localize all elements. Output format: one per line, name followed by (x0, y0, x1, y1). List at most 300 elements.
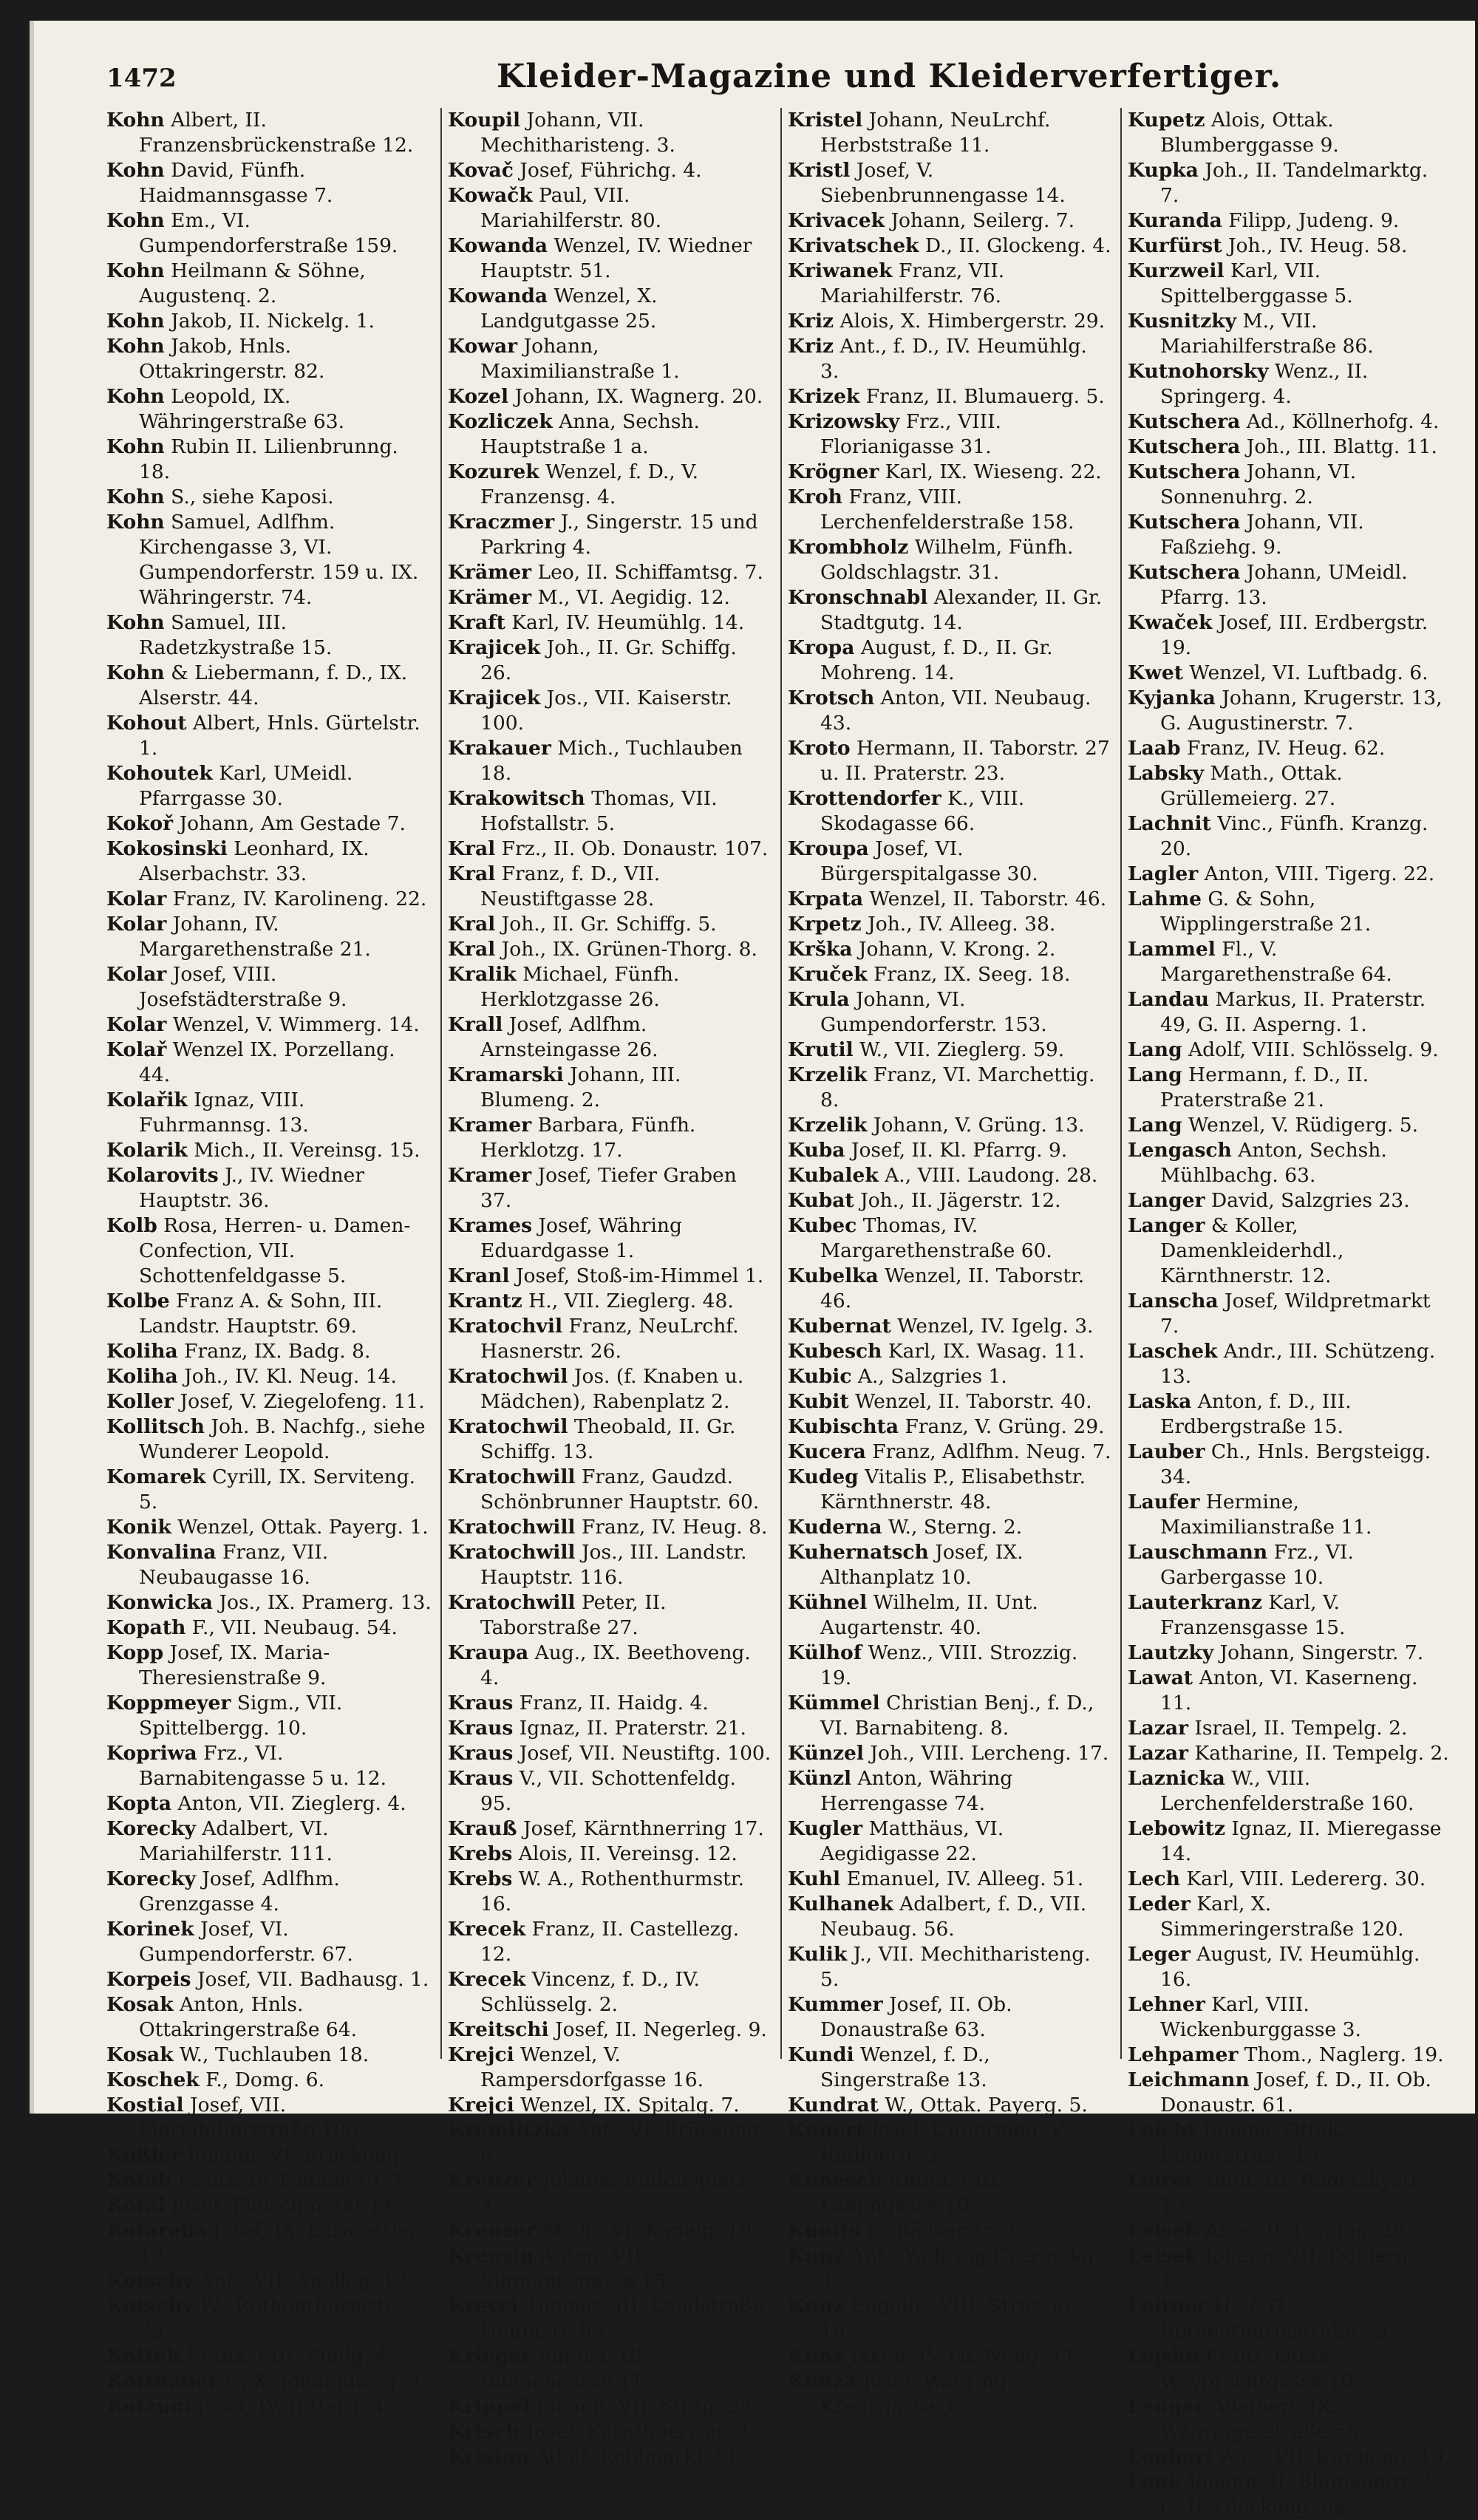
entry-surname: Kopath (106, 1616, 186, 1639)
directory-entry (1128, 208, 1451, 234)
entry-details: Josef, IX. Lazaretthg. 12. (139, 2219, 423, 2267)
directory-entry (788, 2344, 1111, 2369)
entry-details: Wenzel, V. Rüdigerg. 5. (1188, 1114, 1419, 1137)
entry-surname: Kremlitzka (448, 2119, 570, 2142)
directory-entry (448, 686, 772, 736)
entry-details: Johann, VII. Döblerg. 12. (1160, 2244, 1414, 2292)
directory-column-2 (448, 108, 772, 2468)
entry-surname: Kugler (788, 1817, 863, 1840)
entry-details: H., VII. Zieglerg. 48. (528, 1290, 734, 1312)
entry-surname: Kral (448, 913, 496, 936)
entry-details: Josef, Adlfhm. Grenzgasse 4. (139, 1867, 340, 1915)
directory-entry (448, 2244, 772, 2294)
entry-details: Anton, Währing Herrengasse 74. (820, 1767, 1013, 1815)
entry-surname: Kutschera (1128, 460, 1241, 483)
entry-surname: Kristan (448, 2445, 530, 2468)
page-number: 1472 (106, 64, 177, 93)
directory-entry (1128, 862, 1451, 887)
entry-details: Josef, VI. Gumpendorferstr. 67. (139, 1918, 353, 1966)
entry-surname: Kosak (106, 1993, 174, 2016)
directory-entry (788, 2168, 1111, 2218)
entry-surname: Kral (448, 938, 496, 961)
column-divider (780, 108, 782, 2059)
entry-details: Rubin II. Lilienbrunng. 18. (139, 435, 398, 483)
entry-details: Christian Benj., f. D., VI. Barnabiteng. 8. (820, 1692, 1094, 1740)
entry-surname: Krivatschek (788, 234, 919, 257)
entry-surname: Koller (106, 1390, 174, 1413)
entry-surname: Kolařik (106, 1089, 188, 1111)
directory-entry (788, 1188, 1111, 1213)
directory-entry (106, 1339, 432, 1364)
entry-details: Adalbert, VI. Mariahilferstr. 111. (139, 1817, 333, 1865)
directory-entry (788, 485, 1111, 535)
page-title: Kleider-Magazine und Kleiderverfertiger. (497, 58, 1282, 95)
entry-surname: Krivacek (788, 209, 885, 232)
entry-surname: Kraus (448, 1717, 514, 1740)
entry-surname: Leitner (1128, 2295, 1208, 2318)
entry-surname: Lang (1128, 1038, 1182, 1061)
entry-details: Andr., III. Schützeng. 13. (1160, 1340, 1436, 1388)
entry-details: F., Bäckerstr. 3. (866, 2219, 1022, 2242)
directory-entry (106, 1816, 432, 1867)
entry-surname: Kokoř (106, 812, 174, 835)
directory-entry (106, 912, 432, 962)
entry-details: Franz, VIII. Pfeilg. 4. (186, 2345, 395, 2368)
directory-entry (1128, 1339, 1451, 1389)
entry-details: Franz, VIII. Lerchenfelderstraße 158. (820, 486, 1075, 534)
entry-details: Josef, Währing Eduardgasse 1. (480, 1214, 682, 1262)
entry-surname: Krizek (788, 385, 860, 408)
entry-surname: Lehner (1128, 1993, 1205, 2016)
entry-surname: Koßler (106, 2144, 182, 2167)
directory-entry (788, 234, 1111, 259)
entry-surname: Kranl (448, 1264, 510, 1287)
directory-entry (788, 1942, 1111, 1992)
entry-surname: Krakowitsch (448, 787, 585, 810)
entry-surname: Krieger (448, 2345, 532, 2368)
entry-details: David, Salzgries 23. (1210, 1189, 1410, 1212)
entry-details: Michael, Fünfh. Herklotzgasse 26. (480, 963, 680, 1011)
directory-entry (448, 409, 772, 460)
directory-entry (448, 1012, 772, 1063)
entry-surname: Lautzky (1128, 1641, 1214, 1664)
entry-details: S., siehe Kaposi. (171, 486, 334, 508)
entry-surname: Künzel (788, 1742, 864, 1765)
entry-surname: Krpetz (788, 913, 862, 936)
directory-column-4 (1128, 108, 1451, 2519)
entry-surname: Lengasch (1128, 1139, 1232, 1162)
directory-entry (1128, 108, 1451, 158)
entry-details: Anton, VI. Kaserneng. 11. (1160, 1666, 1418, 1714)
entry-details: Katharine, II. Tempelg. 2. (1194, 1742, 1449, 1765)
directory-entry (788, 309, 1111, 334)
directory-entry (106, 1741, 432, 1791)
entry-surname: Kratochwill (448, 1541, 576, 1564)
directory-entry (106, 2294, 432, 2344)
entry-surname: Kreuzer (448, 2219, 536, 2242)
directory-entry (106, 2369, 432, 2394)
entry-details: Franz, NeuLrchf. Hasnerstr. 26. (480, 1315, 739, 1363)
entry-surname: Krecek (448, 1918, 526, 1941)
entry-details: Franz, Gaudzd. Schönbrunner Hauptstr. 60. (480, 1465, 760, 1513)
entry-surname: Kubelka (788, 1264, 879, 1287)
entry-surname: Kohn (106, 159, 165, 182)
directory-entry (788, 158, 1111, 208)
entry-details: Wenzel, II. Taborstr. 46. (820, 1264, 1085, 1312)
entry-surname: Kuranda (1128, 209, 1222, 232)
directory-entry (788, 1465, 1111, 1515)
directory-entry (1128, 2344, 1451, 2394)
entry-surname: Lauber (1128, 1440, 1205, 1463)
directory-entry (788, 1038, 1111, 1063)
entry-surname: Krotsch (788, 687, 875, 709)
entry-surname: Kowar (448, 335, 518, 358)
entry-details: F., X. Johanniterg. 4. (224, 2370, 428, 2393)
entry-details: Franz, VII. Mariahilferstr. 76. (820, 259, 1005, 307)
entry-surname: Kühnel (788, 1591, 868, 1614)
directory-entry (106, 837, 432, 887)
entry-details: Emanuel, IV. Alleeg. 51. (846, 1867, 1084, 1890)
entry-details: Karl, IX. Wieseng. 22. (885, 460, 1102, 483)
directory-entry (788, 259, 1111, 309)
entry-details: Franz, VI. Marchettig. 8. (820, 1063, 1095, 1111)
entry-details: J., Singerstr. 15 und Parkring 4. (480, 511, 758, 559)
directory-entry (106, 1289, 432, 1339)
entry-details: Josef, VII. Mariahilferstraße 100. (139, 2094, 365, 2142)
entry-surname: Kowanda (448, 234, 548, 257)
directory-entry (1128, 510, 1451, 560)
directory-entry (788, 1138, 1111, 1163)
directory-column-3 (788, 108, 1111, 2418)
entry-surname: Lenhart (1128, 2445, 1215, 2468)
directory-entry (106, 962, 432, 1012)
entry-details: Frz., VI. Barnabitengasse 5 u. 12. (139, 1742, 387, 1790)
directory-entry (788, 937, 1111, 962)
directory-entry (788, 2294, 1111, 2344)
directory-entry (1128, 1440, 1451, 1490)
directory-entry (106, 1213, 432, 1289)
entry-surname: Kozel (448, 385, 509, 408)
entry-surname: Lachnit (1128, 812, 1211, 835)
entry-surname: Langer (1128, 1214, 1205, 1237)
directory-entry (788, 1314, 1111, 1339)
entry-surname: Lauterkranz (1128, 1591, 1262, 1614)
entry-surname: Kutnohorsky (1128, 360, 1269, 383)
directory-entry (106, 1163, 432, 1213)
entry-details: Josef, IX. Althanplatz 10. (820, 1541, 1024, 1589)
entry-surname: Kolar (106, 913, 167, 936)
entry-details: W., Sterng. 2. (888, 1516, 1023, 1539)
entry-details: G. & Sohn, Wipplingerstraße 21. (1160, 888, 1372, 936)
entry-details: Johann, Rudolfsplatz 4. (480, 2169, 748, 2217)
entry-details: Leopold, IX. Währingerstraße 63. (139, 385, 344, 433)
entry-surname: Kunz (788, 2295, 845, 2318)
entry-details: W., Tuchlauben 18. (180, 2043, 370, 2066)
entry-details: Joh., III. Blattg. 11. (1246, 435, 1437, 458)
directory-entry (106, 2218, 432, 2269)
entry-surname: Krajicek (448, 636, 541, 659)
directory-entry (448, 1741, 772, 1766)
entry-details: Alois, II. Lampig. 25. (1205, 2219, 1412, 2242)
directory-entry (788, 837, 1111, 887)
entry-details: Barbara, Fünfh. Herklotzg. 17. (480, 1114, 696, 1162)
directory-entry (1128, 736, 1451, 761)
entry-surname: Kowačk (448, 184, 533, 207)
entry-details: Jakob, Hnls. Ottakringerstr. 82. (139, 335, 325, 383)
entry-surname: Lang (1128, 1063, 1182, 1086)
page-header (106, 43, 1451, 102)
entry-surname: Kottnauer (106, 2370, 219, 2393)
entry-details: Johann, VI. Sonnenuhrg. 2. (1160, 460, 1357, 508)
entry-surname: Koupil (448, 109, 521, 132)
directory-entry (106, 1389, 432, 1414)
entry-surname: Koliha (106, 1365, 178, 1388)
entry-details: & Liebermann, f. D., IX. Alserstr. 44. (139, 661, 408, 709)
entry-details: Mich., II. Vereinsg. 15. (194, 1139, 420, 1162)
directory-entry (1128, 887, 1451, 937)
directory-entry (788, 2218, 1111, 2244)
entry-surname: Krajicek (448, 687, 541, 709)
entry-surname: Leisek (1128, 2244, 1199, 2267)
entry-surname: Kratochwil (448, 1415, 568, 1438)
entry-details: W., VII. Zieglerg. 59. (859, 1038, 1065, 1061)
entry-details: Wilhelm, Fünfh. Goldschlagstr. 31. (820, 536, 1074, 584)
directory-entry (106, 2344, 432, 2369)
entry-details: Jos., IX. Pramerg. 13. (219, 1591, 432, 1614)
directory-entry (788, 1389, 1111, 1414)
entry-details: F., VII. Neubaug. 54. (191, 1616, 398, 1639)
directory-entry (448, 1967, 772, 2017)
entry-surname: Krpata (788, 888, 864, 910)
entry-surname: Kolbe (106, 1290, 170, 1312)
directory-entry (448, 2168, 772, 2218)
directory-entry (448, 636, 772, 686)
directory-entry (448, 912, 772, 937)
entry-details: Wenzel, VI. Luftbadg. 6. (1189, 661, 1428, 684)
entry-surname: Kraft (448, 611, 505, 634)
directory-entry (1128, 435, 1451, 460)
entry-surname: Kratochwil (448, 1365, 568, 1388)
entry-details: Joh., IV. Alleeg. 38. (868, 913, 1056, 936)
directory-entry (1128, 987, 1451, 1038)
directory-entry (1128, 1540, 1451, 1590)
entry-details: Anton, VII. Zieglerg. 4. (177, 1792, 406, 1815)
entry-surname: Kramer (448, 1114, 532, 1137)
entry-details: D., II. Glockeng. 4. (924, 234, 1111, 257)
directory-entry (106, 1465, 432, 1515)
entry-details: Johann, VII. Faßziehg. 9. (1160, 511, 1364, 559)
entry-details: Joh. B. Nachfg., siehe Wunderer Leopold. (139, 1415, 426, 1463)
directory-entry (448, 1867, 772, 1917)
directory-entry (448, 334, 772, 384)
directory-entry (448, 2043, 772, 2093)
entry-surname: Kraupa (448, 1641, 529, 1664)
entry-details: Franz, II. Blumauerg. 5. (865, 385, 1105, 408)
column-divider (440, 108, 442, 2059)
entry-surname: Kral (448, 862, 496, 885)
entry-details: A., Salzgries 1. (857, 1365, 1007, 1388)
directory-entry (1128, 1113, 1451, 1138)
entry-details: Mich., VI. Kanalg. 10. (542, 2219, 758, 2242)
entry-details: Vinc., Fünfh. Kranzg. 20. (1160, 812, 1428, 860)
entry-details: Anton, VII. Neubaug. 43. (820, 687, 1092, 735)
entry-surname: Kohn (106, 310, 165, 333)
directory-entry (788, 409, 1111, 460)
entry-details: Franz, f. D., VII. Neustiftgasse 28. (480, 862, 661, 910)
entry-details: Paul, VII. Mariahilferstr. 80. (480, 184, 662, 232)
entry-details: Josef, VII. Badhausg. 1. (197, 1968, 429, 1991)
entry-details: Josef, Kärnthnerring 2. (525, 2420, 755, 2443)
directory-entry (448, 837, 772, 862)
entry-details: Franz, IX. Seeg. 18. (873, 963, 1071, 986)
entry-details: Franz, IV. Paulanerg. 1. (177, 2169, 411, 2192)
directory-entry (448, 460, 772, 510)
directory-entry (448, 585, 772, 610)
directory-entry (788, 535, 1111, 585)
directory-entry (1128, 811, 1451, 862)
entry-details: J., IV. Wiedner Hauptstr. 36. (139, 1164, 365, 1212)
entry-surname: Lech (1128, 1867, 1180, 1890)
directory-entry (106, 510, 432, 610)
directory-entry (1128, 1741, 1451, 1766)
directory-entry (1128, 1716, 1451, 1741)
entry-details: Wenzel, V. Wimmerg. 14. (172, 1013, 420, 1036)
entry-details: Wenz., II. Springerg. 4. (1160, 360, 1369, 408)
entry-details: Josef, II. Negerleg. 9. (555, 2018, 767, 2041)
entry-details: Johann, Krugerstr. 13, G. Augustinerstr. 7. (1160, 687, 1443, 735)
entry-surname: Korecky (106, 1867, 196, 1890)
entry-surname: Kundrat (788, 2094, 879, 2117)
entry-details: Alois, Ottak. Blumberggasse 9. (1160, 109, 1339, 157)
entry-surname: Kopp (106, 1641, 164, 1664)
entry-details: Adolf, VIII. Schlösselg. 9. (1188, 1038, 1439, 1061)
entry-details: W., Rothenthurmstr. 25. (139, 2295, 399, 2343)
entry-details: Wenzel, f. D., V. Franzensg. 4. (480, 460, 699, 508)
entry-details: Anton, Hnls. Ottakringerstraße 64. (139, 1993, 358, 2041)
directory-entry (1128, 1188, 1451, 1213)
directory-entry (106, 208, 432, 259)
entry-surname: Krakauer (448, 737, 551, 760)
entry-details: Johann, Am Gestade 7. (179, 812, 406, 835)
entry-details: Vincenz, f. D., IV. Schlüsselg. 2. (480, 1968, 700, 2016)
directory-entry (1128, 234, 1451, 259)
column-divider (1120, 108, 1122, 2059)
directory-entry (106, 2168, 432, 2193)
directory-entry (788, 108, 1111, 158)
entry-details: Thomas, VII. Hofstallstr. 5. (480, 787, 718, 835)
entry-surname: Kollitsch (106, 1415, 205, 1438)
entry-details: & Koller, Damenkleiderhdl., Kärnthnerstr. 12. (1160, 1214, 1344, 1287)
entry-surname: Kriz (788, 335, 834, 358)
entry-surname: Kowanda (448, 285, 548, 307)
entry-surname: Kohn (106, 259, 165, 282)
directory-entry (788, 2118, 1111, 2168)
directory-entry (788, 786, 1111, 837)
entry-surname: Koschek (106, 2068, 200, 2091)
entry-details: Franz, VII. Neubaugasse 16. (139, 1541, 329, 1589)
directory-entry (448, 1364, 772, 1414)
entry-surname: Kroh (788, 486, 842, 508)
directory-entry (448, 1515, 772, 1540)
entry-surname: Kuba (788, 1139, 845, 1162)
entry-details: Jos., III. Landstr. Hauptstr. 116. (480, 1541, 747, 1589)
directory-entry (106, 2394, 432, 2419)
entry-details: David, Fünfh. Haidmannsgasse 7. (139, 159, 333, 207)
entry-surname: Koliha (106, 1340, 178, 1363)
directory-entry (448, 736, 772, 786)
entry-details: Josef, III. Erdbergstr. 19. (1160, 611, 1428, 659)
entry-details: Josef, II. Ob. Donaustraße 63. (820, 1993, 1012, 2041)
directory-entry (1128, 1816, 1451, 1867)
entry-surname: Lenger (1128, 2395, 1205, 2418)
entry-details: Franz, IV. Heug. 62. (1186, 737, 1386, 760)
entry-details: Sigm., VII. Spittelbergg. 10. (139, 1692, 343, 1740)
directory-entry (788, 887, 1111, 912)
entry-surname: Kolar (106, 963, 167, 986)
entry-details: Ignaz, VIII. Fuhrmannsg. 13. (139, 1089, 309, 1137)
directory-entry (106, 1917, 432, 1967)
entry-surname: Kuhernatsch (788, 1541, 929, 1564)
directory-entry (106, 1992, 432, 2043)
directory-entry (448, 183, 772, 234)
directory-entry (106, 711, 432, 761)
directory-entry (448, 2093, 772, 2118)
directory-entry (788, 2369, 1111, 2419)
entry-details: Anna, Sechsh. Hauptstraße 1 a. (480, 410, 700, 458)
directory-entry (448, 2118, 772, 2168)
entry-surname: Krzelik (788, 1114, 868, 1137)
directory-entry (788, 1440, 1111, 1465)
entry-details: Wenzel, V. Rampersdorfgasse 16. (480, 2043, 704, 2091)
entry-surname: Kunits (788, 2219, 861, 2242)
entry-surname: Kruček (788, 963, 868, 986)
entry-surname: Komarek (106, 1465, 206, 1488)
entry-details: Josef, VIII. Josefstädterstraße 9. (139, 963, 347, 1011)
entry-details: Rosa, Herren- u. Damen-Confection, VII. Schottenfeldgasse 5. (139, 1214, 411, 1287)
entry-details: Karl, X. Simmeringerstraße 120. (1160, 1893, 1404, 1941)
directory-entry (448, 1213, 772, 1264)
directory-entry (788, 208, 1111, 234)
entry-details: Wenzel, IV. Igelg. 3. (897, 1315, 1094, 1338)
entry-details: Josef, V. Ziegelofeng. 11. (180, 1390, 425, 1413)
directory-entry (1128, 2068, 1451, 2118)
entry-surname: Krämer (448, 561, 532, 584)
entry-details: Wenzel, IX. Spitalg. 7. (520, 2094, 740, 2117)
entry-surname: Lehpamer (1128, 2043, 1239, 2066)
entry-surname: Lawat (1128, 1666, 1193, 1689)
directory-entry (448, 2294, 772, 2344)
directory-entry (448, 1540, 772, 1590)
entry-details: M., VII. Mariahilferstraße 86. (1160, 310, 1374, 358)
entry-details: M., VI. Aegidig. 12. (537, 586, 730, 609)
entry-surname: Kozliczek (448, 410, 553, 433)
directory-entry (1128, 1063, 1451, 1113)
entry-details: Samuel, Adlfhm. Kirchengasse 3, VI. Gumpendorferstr. 159 u. IX. Währingerstr. 74. (139, 511, 419, 609)
directory-entry (448, 1716, 772, 1741)
entry-surname: Kwaček (1128, 611, 1213, 634)
directory-entry (1128, 1289, 1451, 1339)
entry-details: August, f. D., II. Gr. Mohreng. 14. (820, 636, 1053, 684)
entry-surname: Krula (788, 988, 850, 1011)
directory-entry (1128, 2168, 1451, 2218)
entry-surname: Kubic (788, 1365, 852, 1388)
directory-entry (788, 384, 1111, 409)
directory-entry (788, 1113, 1111, 1138)
entry-surname: Korpeis (106, 1968, 191, 1991)
entry-surname: Leirer (1128, 2169, 1195, 2192)
entry-surname: Kupka (1128, 159, 1199, 182)
entry-surname: Kunz (788, 2244, 845, 2267)
